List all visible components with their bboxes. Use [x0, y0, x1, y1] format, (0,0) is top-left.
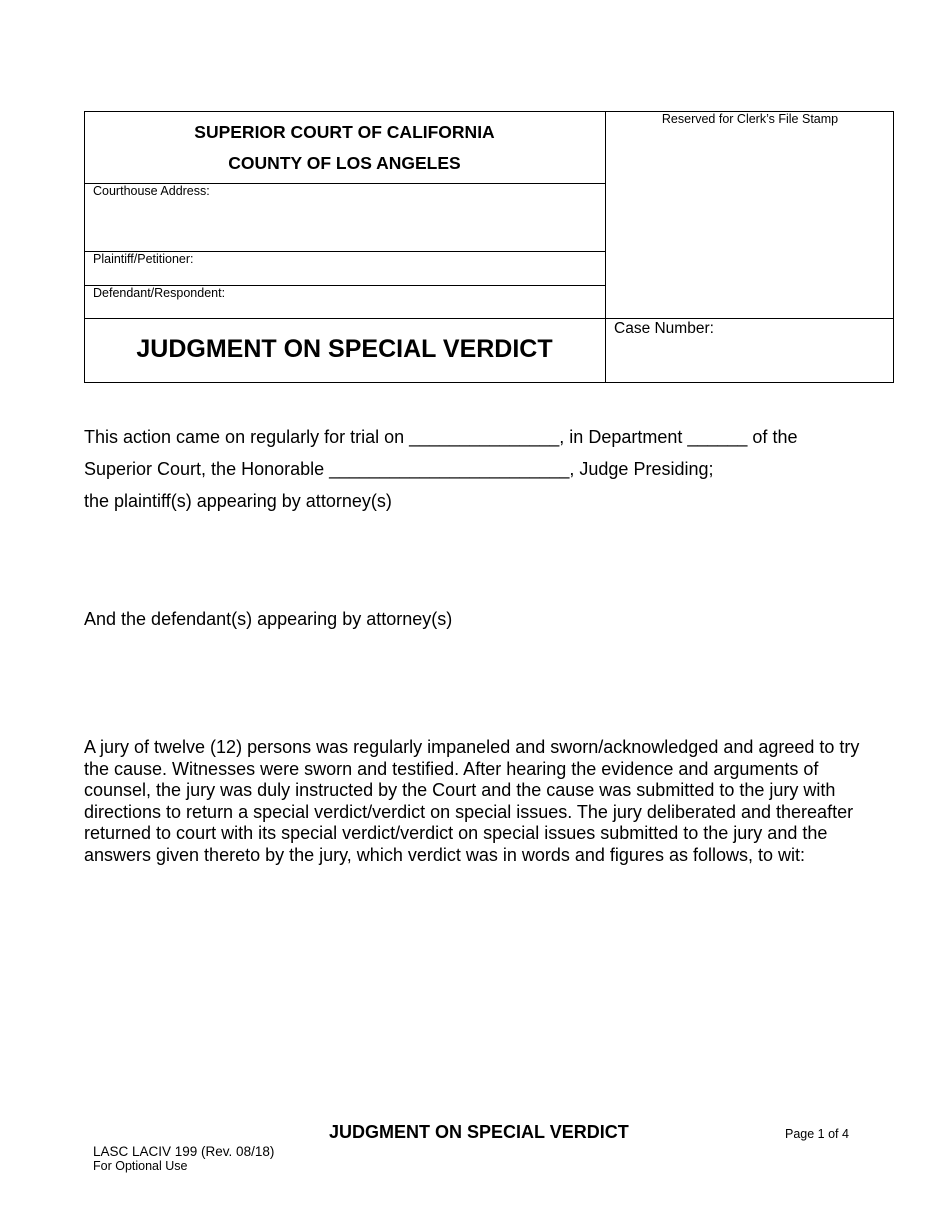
clerk-file-stamp-label: Reserved for Clerk’s File Stamp	[661, 112, 839, 126]
form-use: For Optional Use	[93, 1159, 188, 1173]
case-number-label: Case Number:	[614, 320, 714, 337]
document-title: JUDGMENT ON SPECIAL VERDICT	[136, 335, 553, 363]
court-county: COUNTY OF LOS ANGELES	[228, 153, 461, 173]
defendant-label: Defendant/Respondent:	[93, 286, 226, 300]
trial-line: This action came on regularly for trial on _______________, in Department ______ of the	[84, 427, 798, 447]
caption-divider-vertical	[605, 111, 606, 383]
defendant-attorney-line: And the defendant(s) appearing by attorney(s)	[84, 609, 453, 629]
courthouse-address-label: Courthouse Address:	[93, 184, 210, 198]
plaintiff-attorney-line: the plaintiff(s) appearing by attorney(s)	[84, 491, 392, 511]
plaintiff-label: Plaintiff/Petitioner:	[93, 252, 194, 266]
footer-title: JUDGMENT ON SPECIAL VERDICT	[329, 1122, 629, 1142]
caption-divider	[84, 318, 894, 319]
court-name: SUPERIOR COURT OF CALIFORNIA	[194, 122, 495, 142]
judge-line: Superior Court, the Honorable ________________________, Judge Presiding;	[84, 459, 714, 479]
jury-paragraph: A jury of twelve (12) persons was regularly impaneled and sworn/acknowledged and agreed to try the cause. Witnesses were sworn and testified. After hearing the evidence and arguments of counsel, the jury was duly instructed by the Court and the cause was submitted to the jury with directions to return a special verdict/verdict on special issues. The jury deliberated and thereafter returned to court with its special verdict/verdict on special issues submitted to the jury and the answers given thereto by the jury, which verdict was in words and figures as follows, to wit:	[84, 737, 860, 865]
page-number: Page 1 of 4	[785, 1127, 849, 1141]
form-id: LASC LACIV 199 (Rev. 08/18)	[93, 1144, 275, 1159]
